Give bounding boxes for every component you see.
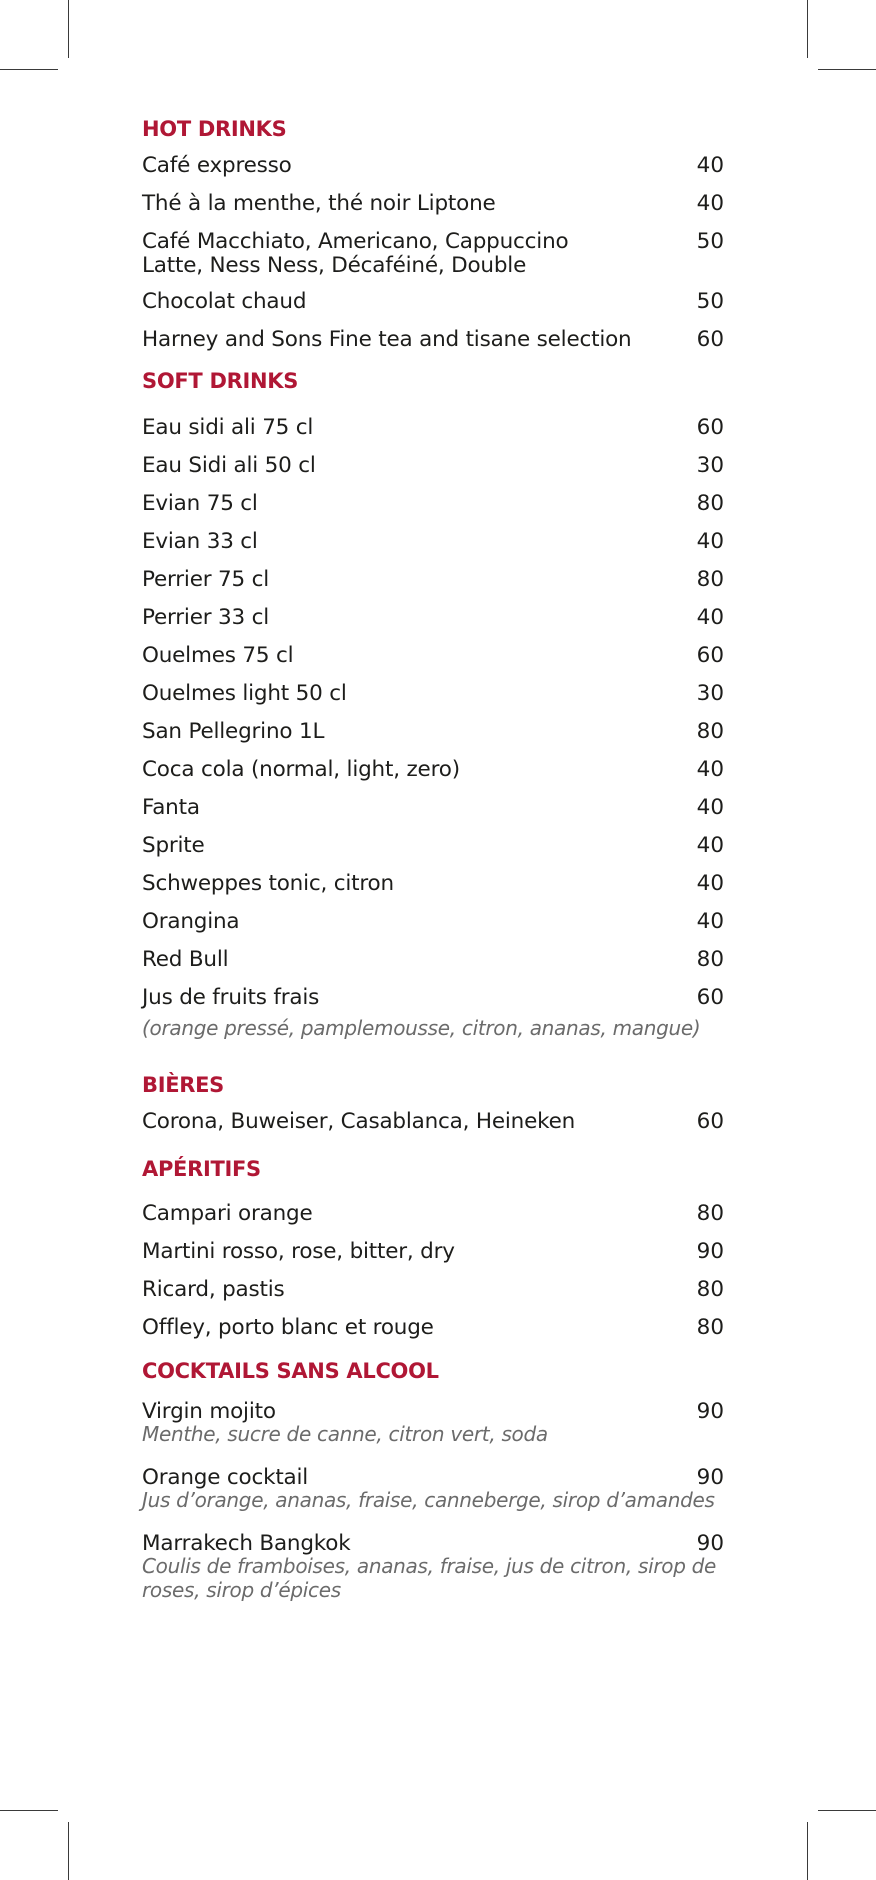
menu-section bbox=[142, 114, 724, 352]
menu-item-row bbox=[142, 1240, 724, 1264]
item-price: 60 bbox=[696, 1109, 724, 1134]
menu-item-row bbox=[142, 230, 724, 278]
item-description: Menthe, sucre de canne, citron vert, soda bbox=[142, 1422, 548, 1446]
menu-item-row bbox=[142, 1532, 724, 1556]
menu-item bbox=[142, 1400, 724, 1446]
item-price: 30 bbox=[696, 453, 724, 478]
item-name: Evian 33 cl bbox=[142, 529, 258, 554]
menu-item bbox=[142, 682, 724, 706]
item-name: Perrier 33 cl bbox=[142, 605, 269, 630]
menu-section bbox=[142, 1154, 724, 1340]
item-price: 40 bbox=[696, 909, 724, 934]
crop-mark-bottom-left-vertical bbox=[68, 1822, 69, 1880]
menu-item bbox=[142, 492, 724, 516]
menu-item bbox=[142, 834, 724, 858]
item-name: Eau Sidi ali 50 cl bbox=[142, 453, 316, 478]
menu-item bbox=[142, 606, 724, 630]
menu-item bbox=[142, 416, 724, 440]
menu-item-row bbox=[142, 492, 724, 516]
section-title: COCKTAILS SANS ALCOOL bbox=[142, 1359, 439, 1383]
item-price: 40 bbox=[696, 795, 724, 820]
menu-item-row bbox=[142, 948, 724, 972]
item-price: 40 bbox=[696, 153, 724, 178]
item-name: Jus de fruits frais bbox=[142, 985, 320, 1010]
item-name: Thé à la menthe, thé noir Liptone bbox=[142, 191, 496, 216]
menu-item-row bbox=[142, 606, 724, 630]
item-price: 40 bbox=[696, 529, 724, 554]
menu-item-row bbox=[142, 1466, 724, 1490]
menu-item bbox=[142, 1240, 724, 1264]
menu-item bbox=[142, 192, 724, 216]
item-price: 60 bbox=[696, 985, 724, 1010]
menu-item-row bbox=[142, 720, 724, 744]
drinks-menu bbox=[142, 114, 724, 1602]
menu-item bbox=[142, 1110, 724, 1134]
menu-item bbox=[142, 1316, 724, 1340]
item-price: 60 bbox=[696, 643, 724, 668]
crop-mark-top-left-horizontal bbox=[0, 69, 58, 70]
menu-section bbox=[142, 366, 724, 1040]
item-name: Fanta bbox=[142, 795, 200, 820]
menu-item-row bbox=[142, 834, 724, 858]
menu-item-row bbox=[142, 1278, 724, 1302]
menu-item bbox=[142, 154, 724, 178]
item-name: Schweppes tonic, citron bbox=[142, 871, 394, 896]
menu-item bbox=[142, 530, 724, 554]
menu-item-row bbox=[142, 758, 724, 782]
menu-item-row bbox=[142, 1316, 724, 1340]
item-price: 90 bbox=[696, 1465, 724, 1490]
item-price: 50 bbox=[696, 289, 724, 314]
menu-item bbox=[142, 230, 724, 278]
menu-item-row bbox=[142, 910, 724, 934]
item-name: Ouelmes 75 cl bbox=[142, 643, 294, 668]
crop-mark-bottom-right-vertical bbox=[807, 1822, 808, 1880]
item-price: 60 bbox=[696, 327, 724, 352]
menu-item-row bbox=[142, 872, 724, 896]
menu-item-row bbox=[142, 644, 724, 668]
item-name: Perrier 75 cl bbox=[142, 567, 269, 592]
item-name: Corona, Buweiser, Casablanca, Heineken bbox=[142, 1109, 576, 1134]
section-title: APÉRITIFS bbox=[142, 1157, 261, 1181]
item-price: 90 bbox=[696, 1239, 724, 1264]
menu-item bbox=[142, 796, 724, 820]
item-description: (orange pressé, pamplemousse, citron, ananas, mangue) bbox=[142, 1016, 701, 1040]
item-price: 60 bbox=[696, 415, 724, 440]
item-description: Coulis de framboises, ananas, fraise, jus de citron, sirop de roses, sirop d’épices bbox=[142, 1554, 717, 1602]
item-name: Ricard, pastis bbox=[142, 1277, 285, 1302]
item-name: Orangina bbox=[142, 909, 240, 934]
item-name: Marrakech Bangkok bbox=[142, 1531, 351, 1556]
item-price: 40 bbox=[696, 757, 724, 782]
item-name: Offley, porto blanc et rouge bbox=[142, 1315, 434, 1340]
menu-item-row bbox=[142, 796, 724, 820]
menu-item bbox=[142, 758, 724, 782]
menu-item bbox=[142, 1278, 724, 1302]
item-price: 40 bbox=[696, 605, 724, 630]
menu-item-row bbox=[142, 328, 724, 352]
menu-item bbox=[142, 872, 724, 896]
item-name: Coca cola (normal, light, zero) bbox=[142, 757, 460, 782]
section-title: SOFT DRINKS bbox=[142, 369, 299, 393]
item-name: San Pellegrino 1L bbox=[142, 719, 325, 744]
menu-item-row bbox=[142, 154, 724, 178]
menu-item-row bbox=[142, 1400, 724, 1424]
item-description: Jus d’orange, ananas, fraise, canneberge, sirop d’amandes bbox=[142, 1488, 715, 1512]
menu-section bbox=[142, 1356, 724, 1602]
item-price: 90 bbox=[696, 1531, 724, 1556]
menu-item-row bbox=[142, 192, 724, 216]
item-price: 80 bbox=[696, 1315, 724, 1340]
item-price: 90 bbox=[696, 1399, 724, 1424]
crop-mark-bottom-right-horizontal bbox=[818, 1810, 876, 1811]
item-price: 80 bbox=[696, 1277, 724, 1302]
menu-item-row bbox=[142, 416, 724, 440]
menu-item bbox=[142, 568, 724, 592]
menu-item bbox=[142, 1532, 724, 1602]
item-name: Martini rosso, rose, bitter, dry bbox=[142, 1239, 455, 1264]
menu-item bbox=[142, 454, 724, 478]
item-name: Eau sidi ali 75 cl bbox=[142, 415, 314, 440]
menu-item-row bbox=[142, 530, 724, 554]
item-price: 40 bbox=[696, 871, 724, 896]
menu-item-row bbox=[142, 986, 724, 1010]
item-price: 80 bbox=[696, 947, 724, 972]
menu-item bbox=[142, 1202, 724, 1226]
menu-item bbox=[142, 986, 724, 1040]
item-price: 80 bbox=[696, 567, 724, 592]
menu-item-row bbox=[142, 568, 724, 592]
item-name: Harney and Sons Fine tea and tisane selection bbox=[142, 327, 632, 352]
crop-mark-top-right-horizontal bbox=[818, 69, 876, 70]
menu-item bbox=[142, 910, 724, 934]
item-name: Chocolat chaud bbox=[142, 289, 307, 314]
menu-item bbox=[142, 644, 724, 668]
menu-item-row bbox=[142, 454, 724, 478]
menu-item bbox=[142, 290, 724, 314]
menu-item-row bbox=[142, 682, 724, 706]
item-price: 40 bbox=[696, 191, 724, 216]
item-price: 80 bbox=[696, 491, 724, 516]
section-title: HOT DRINKS bbox=[142, 117, 287, 141]
menu-section bbox=[142, 1070, 724, 1134]
menu-item bbox=[142, 948, 724, 972]
item-name: Sprite bbox=[142, 833, 205, 858]
item-name: Campari orange bbox=[142, 1201, 313, 1226]
item-price: 30 bbox=[696, 681, 724, 706]
section-title: BIÈRES bbox=[142, 1073, 225, 1097]
item-price: 50 bbox=[696, 229, 724, 254]
menu-item bbox=[142, 328, 724, 352]
item-name: Red Bull bbox=[142, 947, 229, 972]
menu-item-row bbox=[142, 290, 724, 314]
crop-mark-top-left-vertical bbox=[68, 0, 69, 58]
item-name: Ouelmes light 50 cl bbox=[142, 681, 347, 706]
item-name: Evian 75 cl bbox=[142, 491, 258, 516]
menu-item bbox=[142, 720, 724, 744]
item-price: 40 bbox=[696, 833, 724, 858]
menu-item-row bbox=[142, 1202, 724, 1226]
crop-mark-bottom-left-horizontal bbox=[0, 1810, 58, 1811]
item-name: Café expresso bbox=[142, 153, 292, 178]
item-name: Café Macchiato, Americano, Cappuccino Latte, Ness Ness, Décaféiné, Double bbox=[142, 229, 569, 278]
menu-item bbox=[142, 1466, 724, 1512]
crop-mark-top-right-vertical bbox=[807, 0, 808, 58]
item-price: 80 bbox=[696, 1201, 724, 1226]
menu-item-row bbox=[142, 1110, 724, 1134]
item-name: Orange cocktail bbox=[142, 1465, 309, 1490]
item-price: 80 bbox=[696, 719, 724, 744]
item-name: Virgin mojito bbox=[142, 1399, 276, 1424]
